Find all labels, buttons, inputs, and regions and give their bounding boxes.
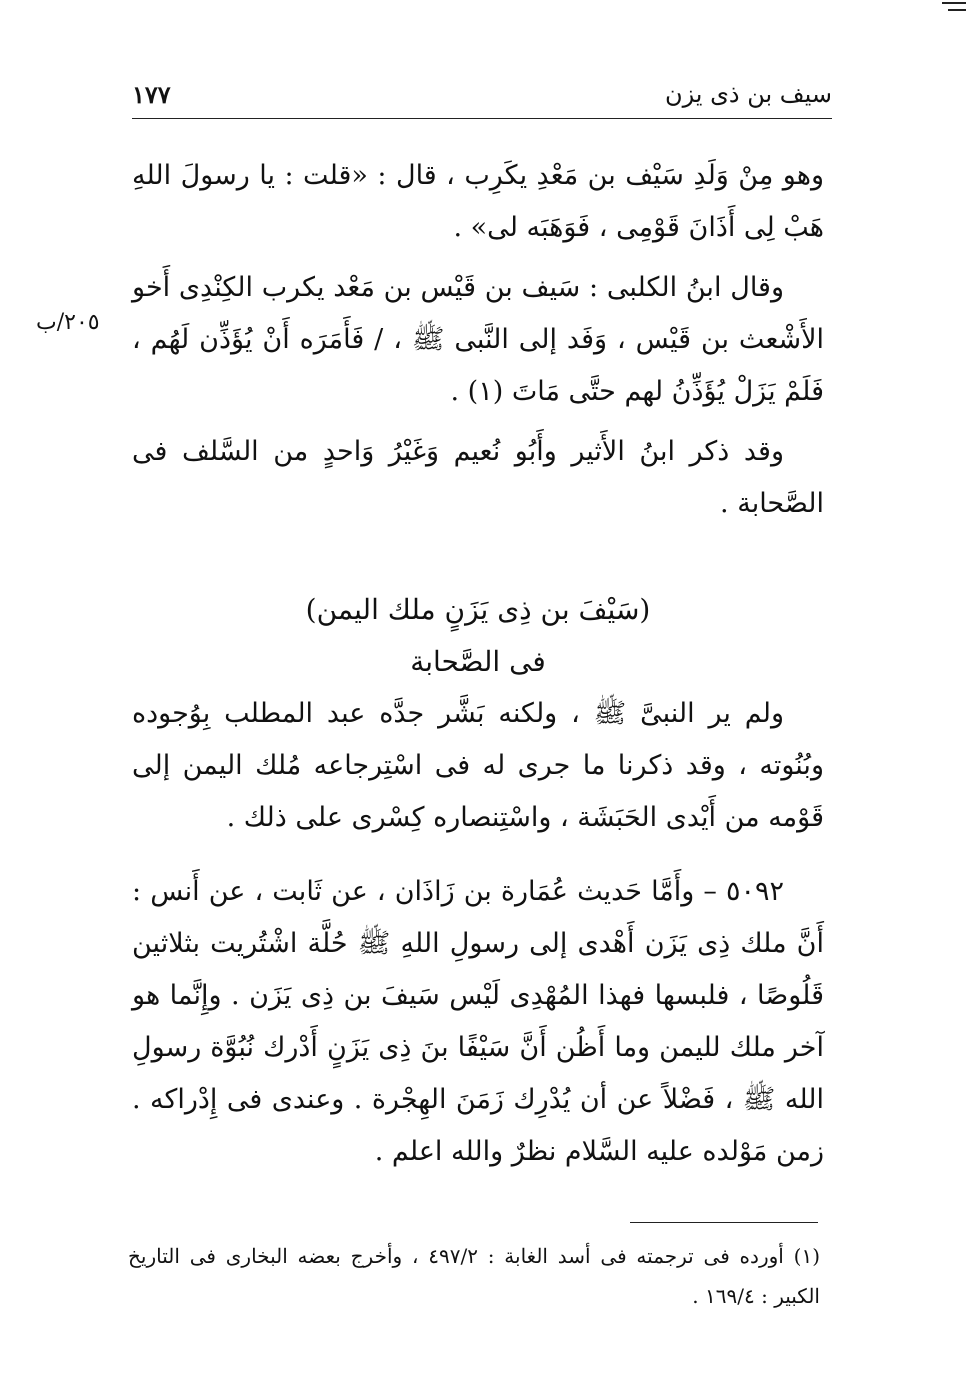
section-title: (سَيْفَ بن ذِى يَزَنٍ ملك اليمن) [305, 593, 651, 626]
paragraph: ٥٠٩٢ – وأَمَّا حَديث عُمَارة بن زَاذَان ، عن ثَابت ، عن أَنس : أَنَّ ملك ذِى يَزَن أَهْدى إلى رسولِ اللهِ ﷺ حُلَّة اشْتُريت بثلاثين قَلُوصًا ، فلبسها فهذا المُهْدِى لَيْس سَيفَ بن ذِى يَزَن . وإِنَّما هو آخر ملك لليمن وما أَظُن أَنَّ سَيْفًا بنَ ذِى يَزَنٍ أَدْرك نُبُوَّة رسولِ الله ﷺ ، فَضْلاً عن أن يُدْرِك زَمَنَ الهِجْرة . وعندى فى إِدْراكه . زمن مَوْلده عليه السَّلام نظرٌ والله اعلم . [132, 876, 824, 1167]
running-title: سيف بن ذى يزن [664, 80, 832, 108]
page-header [132, 74, 832, 119]
corner-mark [948, 9, 966, 11]
footnote: (١) أورده فى ترجمته فى أسد الغابة : ٤٩٧/٢ ، وأخرج بعضه البخارى فى التاريخ الكبير : ١٦٩/٤ . [128, 1244, 820, 1308]
footnote-rule [630, 1222, 818, 1223]
paragraph: وهو مِنْ وَلَدِ سَيْف بن مَعْدِ يكَرِب ، قال : «قلت : يا رسولَ اللهِ هَبْ لِى أَذَانَ قَوْمِى ، فَوَهَبَه لى» . [132, 160, 824, 243]
main-text [132, 150, 824, 1178]
paragraph: وقد ذكر ابنُ الأَثير وأَبُو نُعيم وَغَيْرُ وَاحدٍ من السَّلف فى الصَّحابة . [132, 436, 824, 519]
corner-mark [942, 2, 966, 4]
paragraph: ولم ير النبىَّ ﷺ ، ولكنه بَشَّر جدَّه عبد المطلب بِوُجوده وبُنُوته ، وقد ذكرنا ما جرى له فى اسْتِرجاعه مُلك اليمن إلى قَوْمه من أَيْدى الحَبَشَة ، واسْتِنصاره كِسْرى على ذلك . [132, 698, 824, 833]
margin-folio-note: ٢٠٥/ب [36, 310, 100, 335]
paragraph: وقال ابنُ الكلبى : سَيف بن قَيْس بن مَعْد يكرب الكِنْدِى أَخو الأَشْعث بن قَيْس ، وَفَد إلى النَّبى ﷺ ، / فَأَمَرَه أَنْ يُؤَذِّن لَهُم ، فَلَمْ يَزَلْ يُؤَذِّنُ لهم حتَّى مَاتَ (١) . [132, 272, 824, 407]
section-subtitle: فى الصَّحابة [410, 645, 546, 678]
page-number: ١٧٧ [132, 80, 171, 109]
